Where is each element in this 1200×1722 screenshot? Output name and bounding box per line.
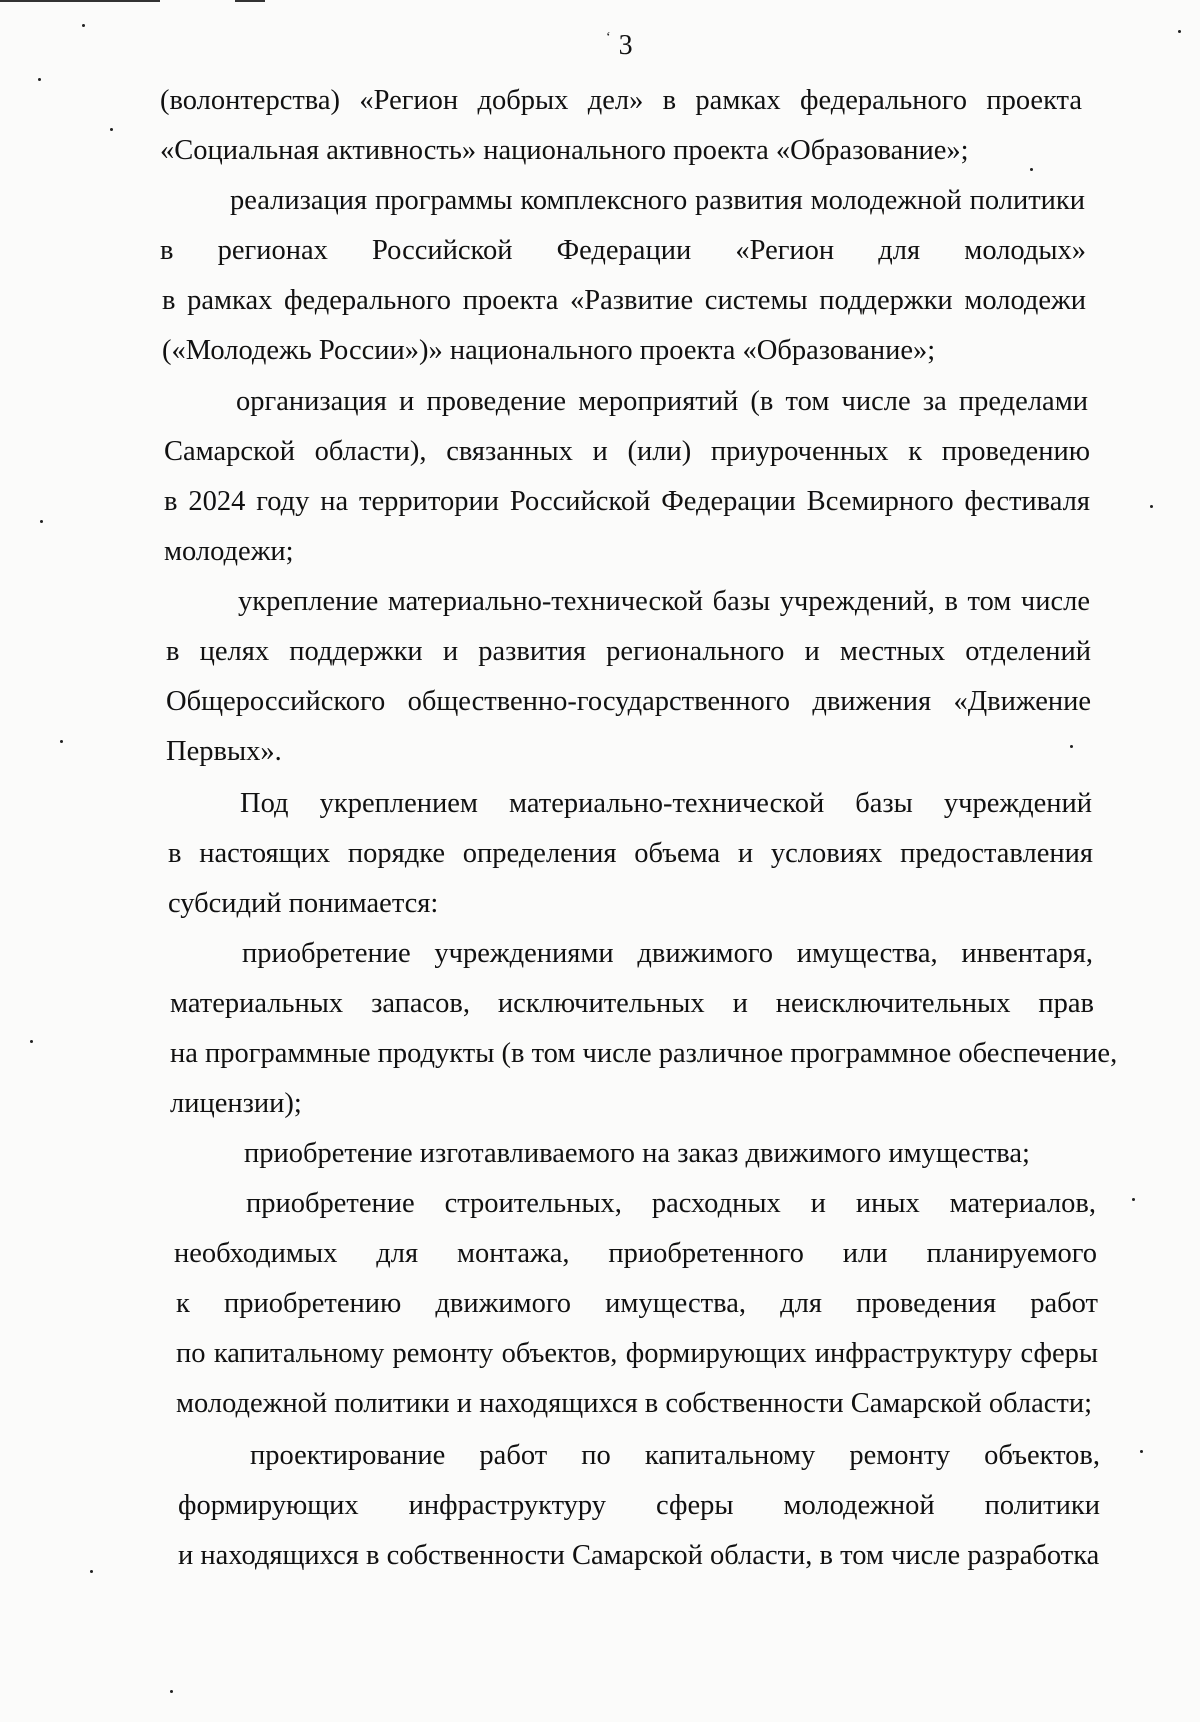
- text-line: (волонтерства) «Регион добрых дел» в рамках федерального проекта: [160, 85, 1082, 116]
- text-line: Первых».: [166, 736, 282, 767]
- scan-mark: ‘: [606, 30, 611, 45]
- scan-speck: [1178, 30, 1181, 33]
- scan-speck: [1030, 168, 1033, 171]
- text-line: необходимых для монтажа, приобретенного или планируемого: [174, 1238, 1097, 1269]
- text-line: реализация программы комплексного развития молодежной политики: [230, 185, 1085, 216]
- text-line: («Молодежь России»)» национального проекта «Образование»;: [162, 335, 936, 366]
- scan-speck: [110, 128, 113, 131]
- text-line: приобретение изготавливаемого на заказ движимого имущества;: [244, 1138, 1030, 1169]
- text-line: укрепление материально-технической базы учреждений, в том числе: [238, 586, 1090, 617]
- scan-speck: [60, 740, 63, 743]
- page-number: ‘ 3: [606, 30, 633, 61]
- scan-speck: [82, 24, 85, 27]
- scan-speck: [1070, 745, 1073, 748]
- text-line: Самарской области), связанных и (или) приуроченных к проведению: [164, 436, 1090, 467]
- scan-speck: [90, 1570, 93, 1573]
- text-line: молодежной политики и находящихся в собственности Самарской области;: [176, 1388, 1093, 1419]
- text-line: в 2024 году на территории Российской Федерации Всемирного фестиваля: [164, 486, 1090, 517]
- text-line: «Социальная активность» национального проекта «Образование»;: [160, 135, 969, 166]
- scan-speck: [1150, 505, 1153, 508]
- text-line: по капитальному ремонту объектов, формирующих инфраструктуру сферы: [176, 1338, 1098, 1369]
- text-line: Под укреплением материально-технической базы учреждений: [240, 788, 1092, 819]
- text-line: молодежи;: [164, 536, 294, 567]
- text-line: формирующих инфраструктуру сферы молодежной политики: [178, 1490, 1100, 1521]
- text-line: организация и проведение мероприятий (в том числе за пределами: [236, 386, 1088, 417]
- scan-speck: [40, 520, 43, 523]
- scan-speck: [170, 1690, 173, 1693]
- text-line: к приобретению движимого имущества, для проведения работ: [176, 1288, 1098, 1319]
- scan-speck: [38, 78, 41, 81]
- text-line: приобретение строительных, расходных и иных материалов,: [246, 1188, 1096, 1219]
- text-line: в настоящих порядке определения объема и условиях предоставления: [168, 838, 1093, 869]
- text-line: приобретение учреждениями движимого имущества, инвентаря,: [242, 938, 1093, 969]
- text-line: в регионах Российской Федерации «Регион для молодых»: [160, 235, 1086, 266]
- text-line: материальных запасов, исключительных и неисключительных прав: [170, 988, 1094, 1019]
- text-line: лицензии);: [170, 1088, 302, 1119]
- scan-speck: [30, 1040, 33, 1043]
- text-line: на программные продукты (в том числе различное программное обеспечение,: [170, 1038, 1118, 1069]
- text-line: проектирование работ по капитальному ремонту объектов,: [250, 1440, 1100, 1471]
- text-line: и находящихся в собственности Самарской области, в том числе разработка: [178, 1540, 1100, 1571]
- scan-speck: [1140, 1450, 1143, 1453]
- text-line: субсидий понимается:: [168, 888, 439, 919]
- text-line: в целях поддержки и развития регионального и местных отделений: [166, 636, 1091, 667]
- text-line: Общероссийского общественно-государственного движения «Движение: [166, 686, 1091, 717]
- text-line: в рамках федерального проекта «Развитие системы поддержки молодежи: [162, 285, 1086, 316]
- scan-speck: [1132, 1198, 1135, 1201]
